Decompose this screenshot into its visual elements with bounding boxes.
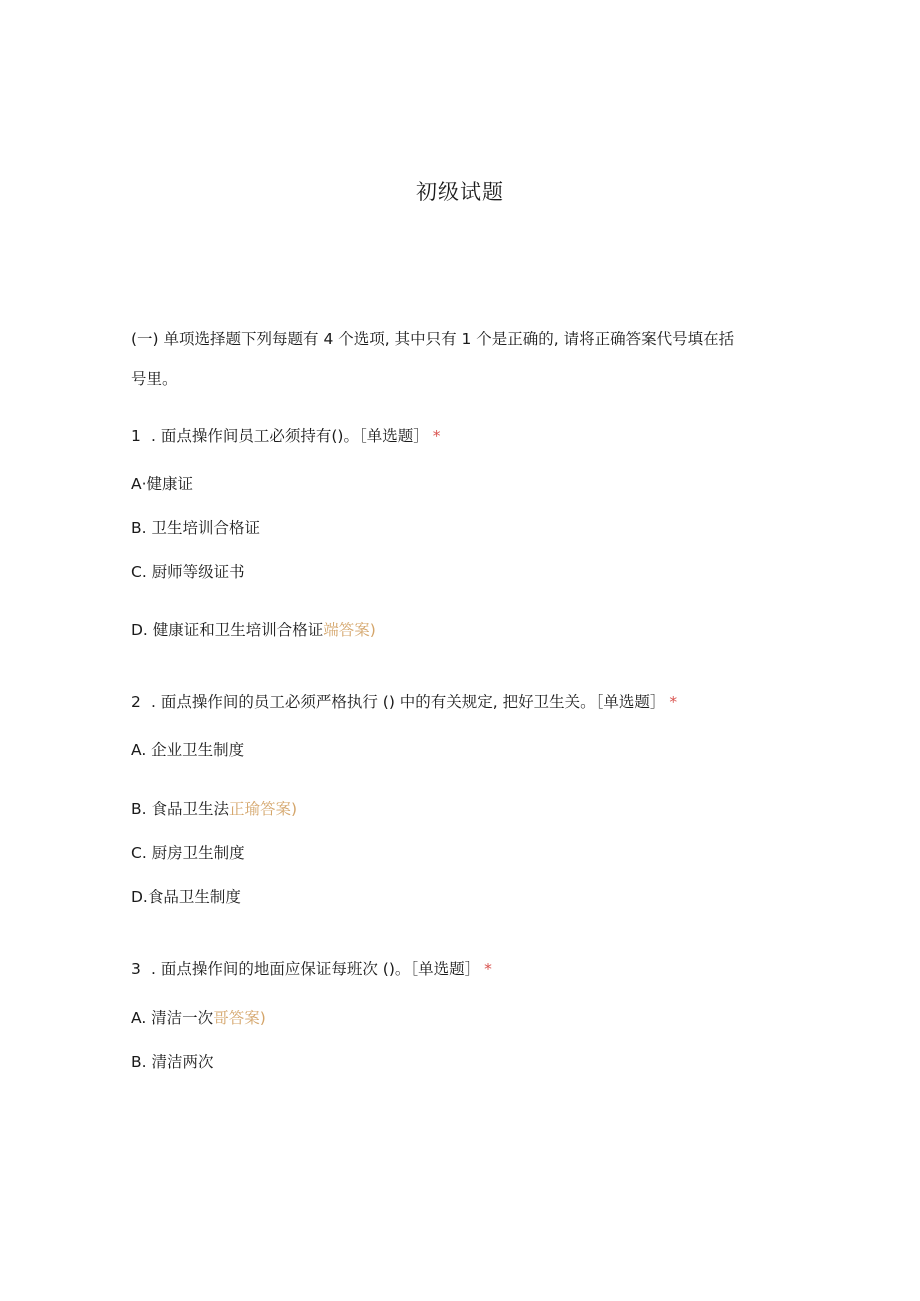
section-intro-line-2: 号里。	[131, 370, 178, 388]
question-number: 1	[131, 427, 141, 445]
option-label: A. 清洁一次	[131, 1009, 214, 1027]
option-label: A·健康证	[131, 475, 194, 493]
option-label: A. 企业卫生制度	[131, 741, 245, 759]
required-mark: *	[484, 960, 492, 978]
question-text: . 面点操作间员工必须持有()。［单选题］	[151, 427, 429, 445]
answer-tag: 端答案)	[323, 621, 376, 639]
section-intro-line-1: (一) 单项选择题下列每题有 4 个选项, 其中只有 1 个是正确的, 请将正确答案代号填在括	[131, 330, 735, 348]
question-1-option-b[interactable]	[131, 518, 260, 538]
question-text: . 面点操作间的地面应保证每班次 ()。［单选题］	[151, 960, 481, 978]
option-label: B. 食品卫生法	[131, 800, 229, 818]
question-number: 3	[131, 960, 141, 978]
question-1-heading	[131, 426, 440, 446]
question-2-option-c[interactable]	[131, 843, 245, 863]
option-label: D. 健康证和卫生培训合格证	[131, 621, 324, 639]
option-label: D.食品卫生制度	[131, 888, 241, 906]
question-1-option-d[interactable]	[131, 620, 376, 640]
answer-tag: 正瑜答案)	[229, 800, 298, 818]
option-label: C. 厨师等级证书	[131, 563, 245, 581]
question-number: 2	[131, 693, 141, 711]
question-2-option-a[interactable]	[131, 740, 244, 760]
question-1-option-a[interactable]	[131, 474, 193, 494]
question-3-heading	[131, 959, 492, 979]
question-2-option-d[interactable]	[131, 887, 241, 907]
answer-tag: 哥答案)	[213, 1009, 266, 1027]
question-2-heading	[131, 692, 677, 712]
page-title: 初级试题	[416, 180, 504, 204]
option-label: B. 卫生培训合格证	[131, 519, 260, 537]
question-2-option-b[interactable]	[131, 799, 297, 819]
required-mark: *	[669, 693, 678, 711]
question-3-option-a[interactable]	[131, 1008, 266, 1028]
option-label: C. 厨房卫生制度	[131, 844, 245, 862]
question-3-option-b[interactable]	[131, 1052, 214, 1072]
question-text: . 面点操作间的员工必须严格执行 () 中的有关规定, 把好卫生关。［单选题］	[151, 693, 666, 711]
required-mark: *	[432, 427, 441, 445]
question-1-option-c[interactable]	[131, 562, 245, 582]
option-label: B. 清洁两次	[131, 1053, 214, 1071]
